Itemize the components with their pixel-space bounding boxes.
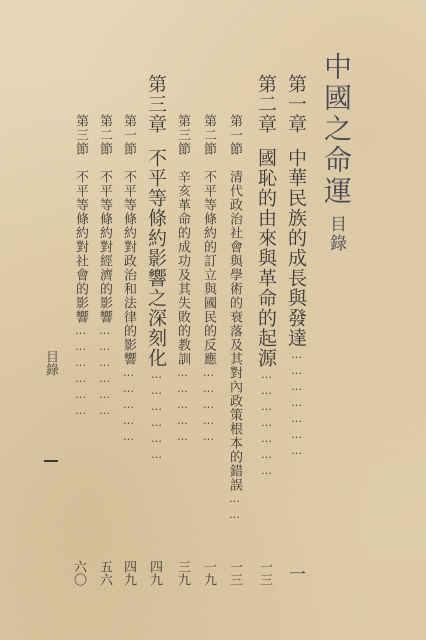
book-title	[320, 52, 353, 253]
toc-ch3-section-1	[120, 114, 136, 446]
chapter-1-page: 一	[285, 565, 305, 582]
leader-dots: …………………	[260, 368, 273, 480]
toc-ch3-section-3	[72, 114, 88, 420]
section-title: 辛亥革命的成功及其失敗的教訓	[175, 170, 190, 366]
toc-chapter-3	[146, 74, 165, 464]
chapter-2-label: 第二章	[255, 74, 277, 134]
running-footer-label: 目錄	[43, 350, 58, 376]
section-title: 清代政治社會與學術的衰落及其對內政策根本的錯誤	[227, 170, 242, 492]
leader-dots: ……………	[202, 366, 215, 446]
leader-dots: ……………	[176, 366, 189, 446]
book-title-text: 中國之命運	[320, 52, 353, 207]
chapter-3-page: 四九	[147, 560, 162, 586]
section-page: 三九	[175, 560, 190, 586]
toc-chapter-2	[256, 74, 275, 480]
chapter-1-label: 第一章	[285, 74, 307, 134]
leader-dots: …………………	[290, 348, 303, 460]
toc-ch2-section-1	[226, 114, 242, 524]
section-page: 一九	[201, 560, 216, 586]
leader-dots: ………………	[74, 324, 87, 420]
section-page: 一三	[227, 560, 242, 586]
section-label: 第二節	[97, 114, 112, 156]
leader-dots: ……………	[122, 366, 135, 446]
section-label: 第三節	[73, 114, 88, 156]
section-title: 不平等條約對社會的影響	[73, 170, 88, 324]
chapter-1-title: 中華民族的成長與發達	[285, 148, 307, 348]
chapter-3-title: 不平等條約影響之深刻化	[145, 148, 167, 368]
section-title: 不平等條約對經濟的影響	[97, 170, 112, 324]
chapter-2-title: 國恥的由來與革命的起源	[255, 148, 277, 368]
leader-dots: ……	[228, 492, 241, 524]
toc-ch3-section-2	[96, 114, 112, 420]
chapter-2-page: 一三	[257, 560, 272, 586]
chapter-3-label: 第三章	[145, 74, 167, 134]
section-title: 不平等條約的訂立與國民的反應	[201, 170, 216, 366]
section-page: 四九	[121, 560, 136, 586]
toc-ch2-section-2	[200, 114, 216, 446]
toc-ch2-section-3	[174, 114, 190, 446]
leader-dots: ………………	[98, 324, 111, 420]
section-label: 第二節	[201, 114, 216, 156]
section-page: 五六	[97, 560, 112, 586]
section-label: 第三節	[175, 114, 190, 156]
toc-chapter-1	[286, 74, 305, 460]
section-label: 第一節	[227, 114, 242, 156]
leader-dots: ………………	[150, 368, 163, 464]
section-title: 不平等條約對政治和法律的影響	[121, 170, 136, 366]
section-label: 第一節	[121, 114, 136, 156]
section-page: 六〇	[71, 560, 86, 586]
folio-mark	[44, 460, 58, 462]
contents-label: 目錄	[326, 215, 346, 253]
